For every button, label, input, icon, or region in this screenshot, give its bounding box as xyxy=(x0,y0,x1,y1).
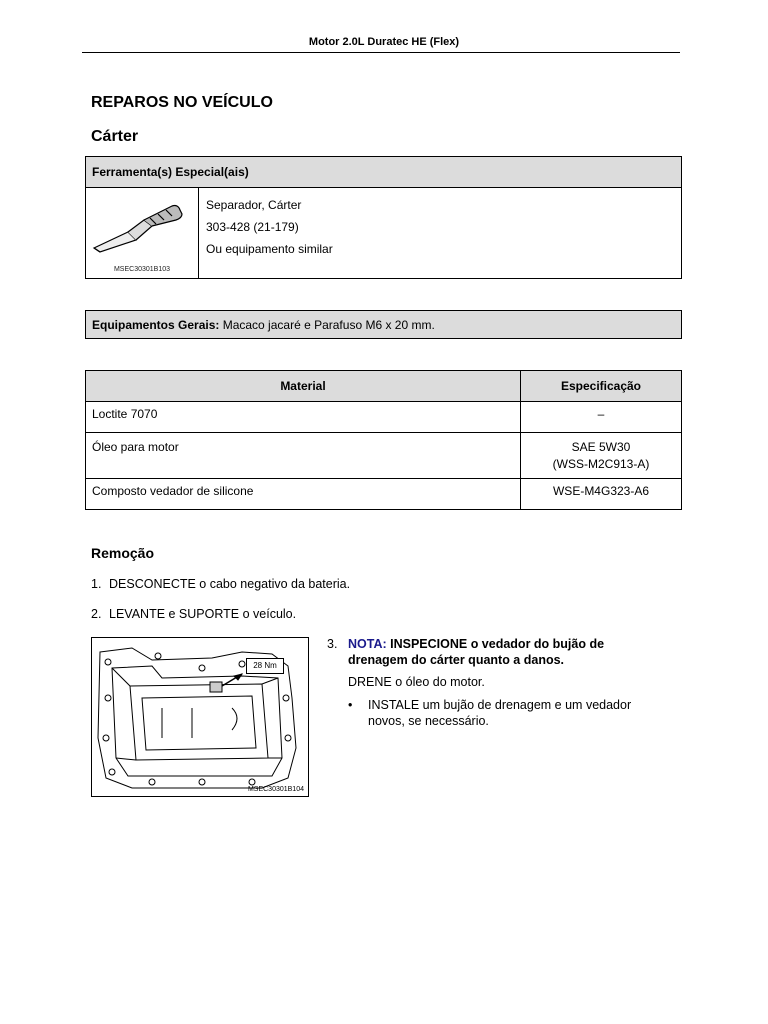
general-equipment-box xyxy=(85,310,682,339)
oil-pan-figure xyxy=(91,637,309,797)
note-text: INSPECIONE o vedador do bujão de drenagem do cárter quanto a danos. xyxy=(348,637,605,667)
step-text: LEVANTE e SUPORTE o veículo. xyxy=(109,607,297,621)
material-cell: Loctite 7070 xyxy=(86,402,521,433)
general-equipment-label: Equipamentos Gerais: xyxy=(92,318,220,332)
table-row xyxy=(86,402,682,433)
general-equipment-text: Macaco jacaré e Parafuso M6 x 20 mm. xyxy=(219,318,435,332)
step-2 xyxy=(91,606,296,622)
drain-instruction: DRENE o óleo do motor. xyxy=(348,675,485,689)
sub-title: Cárter xyxy=(91,128,139,145)
torque-label: 28 Nm xyxy=(246,658,284,674)
step-number: 3. xyxy=(327,637,338,651)
table-row xyxy=(86,479,682,510)
spec-line: (WSS-M2C913-A) xyxy=(552,457,650,471)
material-cell: Óleo para motor xyxy=(86,433,521,479)
table-row xyxy=(86,433,682,479)
removal-heading: Remoção xyxy=(91,545,155,561)
header-rule xyxy=(82,52,680,53)
tool-number: 303-428 (21-179) xyxy=(206,220,299,234)
step-1 xyxy=(91,576,350,592)
special-tools-table xyxy=(85,156,682,279)
spec-line: SAE 5W30 xyxy=(571,440,631,454)
spec-column-header: Especificação xyxy=(521,371,682,402)
page-header-title: Motor 2.0L Duratec HE (Flex) xyxy=(308,36,460,48)
special-tools-header-row xyxy=(86,157,682,188)
bullet-mark: • xyxy=(348,698,353,712)
bullet-item xyxy=(348,697,668,729)
special-tools-row xyxy=(86,188,682,279)
tool-image-caption: MSEC30301B103 xyxy=(113,266,171,273)
step-text: DESCONECTE o cabo negativo da bateria. xyxy=(109,577,351,591)
scraper-tool-icon xyxy=(86,190,198,268)
spec-cell: – xyxy=(521,402,682,433)
step-number: 1. xyxy=(91,577,102,591)
tool-info-cell xyxy=(199,188,682,279)
tool-name: Separador, Cárter xyxy=(206,198,302,212)
materials-table xyxy=(85,370,682,510)
spec-cell xyxy=(521,433,682,479)
material-column-header: Material xyxy=(86,371,521,402)
step-3 xyxy=(327,636,657,668)
spec-cell: WSE-M4G323-A6 xyxy=(521,479,682,510)
bullet-text: INSTALE um bujão de drenagem e um vedador novos, se necessário. xyxy=(368,698,632,728)
note-label: NOTA: xyxy=(348,637,387,651)
materials-header-row xyxy=(86,371,682,402)
step-number: 2. xyxy=(91,607,102,621)
tool-image-cell xyxy=(86,188,199,279)
special-tools-header: Ferramenta(s) Especial(ais) xyxy=(86,157,682,188)
section-title: REPAROS NO VEÍCULO xyxy=(91,94,273,111)
note-text-block xyxy=(348,636,657,668)
tool-alternative: Ou equipamento similar xyxy=(206,242,333,256)
figure-caption: MSEC30301B104 xyxy=(247,786,304,793)
material-cell: Composto vedador de silicone xyxy=(86,479,521,510)
